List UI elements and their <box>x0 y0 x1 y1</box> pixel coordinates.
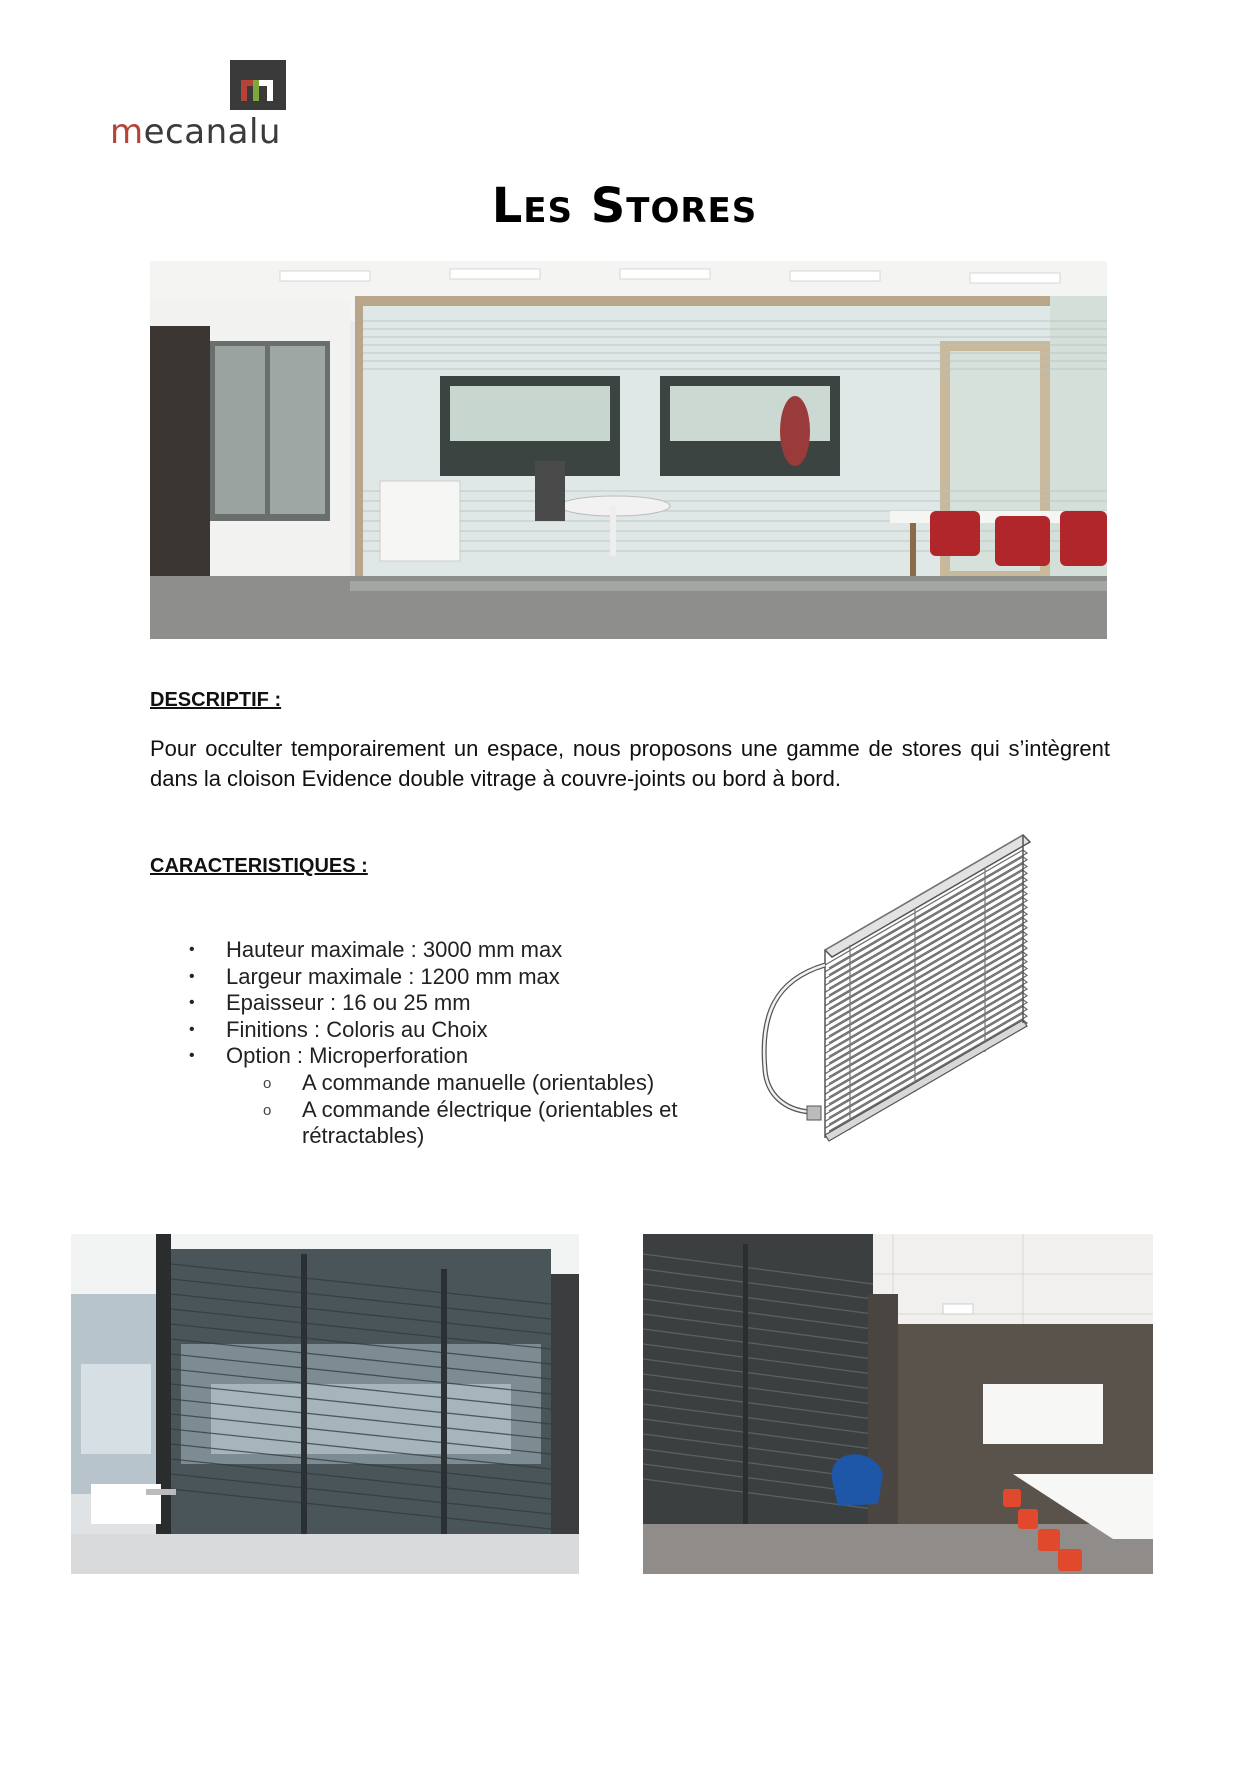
bottom-right-photo <box>643 1234 1153 1574</box>
spec-option: Option : Microperforation <box>226 1043 469 1069</box>
circle-bullet-icon: o <box>263 1101 272 1119</box>
blind-slat <box>825 1000 1027 1118</box>
spec-max-width: Largeur maximale : 1200 mm max <box>226 963 560 989</box>
list-item <box>185 990 725 1017</box>
descriptif-text: Pour occulter temporairement un espace, nous proposons une gamme de stores qui s’intègrent dans la cloison Evidence double vitrage à couvre-joints ou bord à bord. <box>150 736 1110 791</box>
list-item <box>185 1017 725 1044</box>
list-item <box>185 937 725 964</box>
blind-slat <box>825 850 1027 968</box>
spec-list <box>185 937 725 1150</box>
sub-item-manual: A commande manuelle (orientables) <box>302 1069 655 1095</box>
blind-slat <box>825 864 1027 982</box>
bullet-icon: • <box>189 1020 195 1038</box>
sub-list-item <box>263 1069 725 1097</box>
blind-slat <box>825 1013 1027 1131</box>
sub-item-electric: A commande électrique (orientables et rétractables) <box>302 1096 678 1149</box>
bullet-icon: • <box>189 1047 195 1065</box>
bullet-icon: • <box>189 941 195 958</box>
blind-slat <box>825 993 1027 1111</box>
blind-slat <box>825 932 1027 1050</box>
blind-slat <box>825 966 1027 1084</box>
caracteristiques-heading: CARACTERISTIQUES : <box>150 855 368 877</box>
sub-list-item <box>263 1096 725 1150</box>
spec-finishes: Finitions : Coloris au Choix <box>226 1016 488 1042</box>
logo-wordmark <box>110 112 281 152</box>
blind-slat <box>825 959 1027 1077</box>
bullet-icon: • <box>189 967 195 985</box>
blind-slat <box>825 972 1027 1090</box>
blind-slat <box>825 904 1027 1022</box>
list-item <box>185 964 725 991</box>
main-office-photo <box>150 261 1107 639</box>
blind-slat <box>825 898 1027 1016</box>
blind-slat <box>825 857 1027 975</box>
blind-slat <box>825 870 1027 988</box>
blind-slat <box>825 1006 1027 1124</box>
logo-letter-m: m <box>110 112 144 152</box>
page-title: Les Stores <box>491 178 758 234</box>
descriptif-heading: DESCRIPTIF : <box>150 689 282 711</box>
bottom-left-photo <box>71 1234 579 1574</box>
list-item <box>185 1043 725 1149</box>
spec-thickness: Epaisseur : 16 ou 25 mm <box>226 990 471 1016</box>
bullet-icon: • <box>189 994 195 1012</box>
blind-slat <box>825 891 1027 1009</box>
blind-slat <box>825 945 1027 1063</box>
blind-slat <box>825 911 1027 1029</box>
sub-list <box>226 1070 725 1150</box>
spec-max-height: Hauteur maximale : 3000 mm max <box>226 937 563 962</box>
blind-slat <box>825 986 1027 1104</box>
logo-letters-rest: ecanalu <box>143 112 281 152</box>
logo-mark <box>230 60 286 110</box>
circle-bullet-icon: o <box>263 1074 272 1092</box>
venetian-blind-diagram <box>755 830 1065 1150</box>
blind-slat <box>825 952 1027 1070</box>
